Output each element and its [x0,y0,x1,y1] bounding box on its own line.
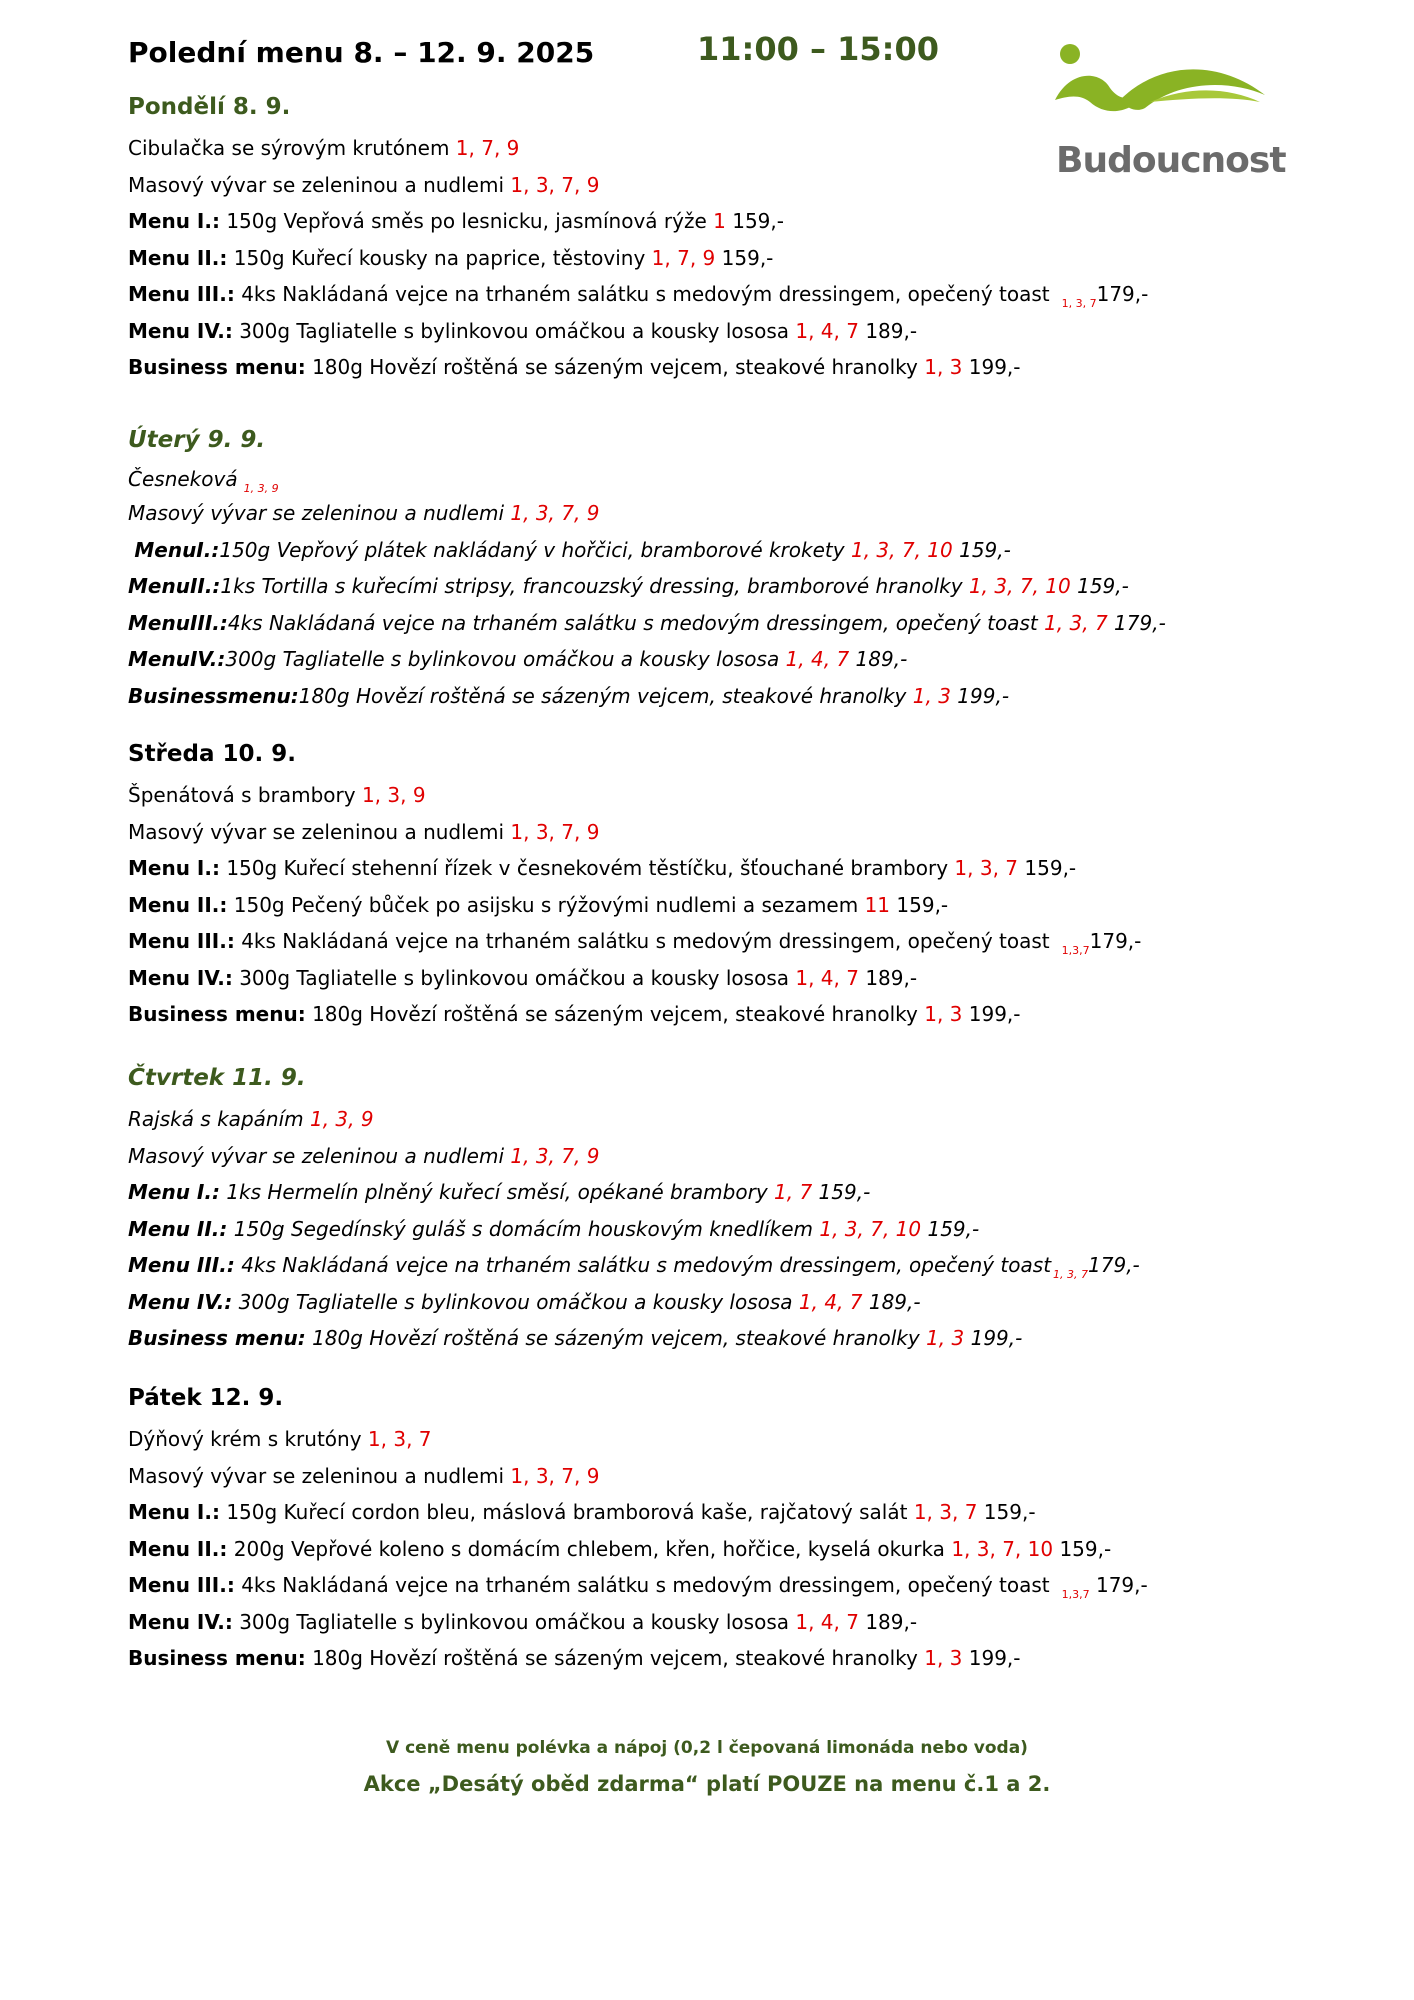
soup-item: Masový vývar se zeleninou a nudlemi 1, 3, 7, 9 [128,1143,600,1168]
menu-item: Business menu: 180g Hovězí roštěná se sázeným vejcem, steakové hranolky 1, 3 199,- [128,355,1021,379]
menu-item: Menu III.: 4ks Nakládaná vejce na trhaném salátku s medovým dressingem, opečený toast $_{1, 3, 7}$179,- [128,1253,1140,1281]
soup-item: Masový vývar se zeleninou a nudlemi 1, 3, 7, 9 [128,501,600,525]
day-title: Středa 10. 9. [128,741,296,767]
menu-item: Menu I.: 1ks Hermelín plněný kuřecí směsí, opékané brambory 1, 7 159,- [128,1180,871,1204]
menu-item: Menu IV.: 300g Tagliatelle s bylinkovou omáčkou a kousky lososa 1, 4, 7 189,- [128,965,918,990]
soup-item: Rajská s kapáním 1, 3, 9 [128,1107,374,1131]
soup-item: Masový vývar se zeleninou a nudlemi 1, 3, 7, 9 [128,172,600,197]
menu-item: Menu II.: 150g Kuřecí kousky na paprice, těstoviny 1, 7, 9 159,- [128,245,774,270]
menu-item: Menu II.: 200g Vepřové koleno s domácím chlebem, křen, hořčice, kyselá okurka 1, 3, 7, 10 159,- [128,1536,1112,1561]
menu-item: MenuI.:150g Vepřový plátek nakládaný v hořčici, bramborové krokety 1, 3, 7, 10 159,- [134,537,1011,562]
menu-item: MenuIV.:300g Tagliatelle s bylinkovou omáčkou a kousky lososa 1, 4, 7 189,- [128,647,908,671]
menu-item: Menu IV.: 300g Tagliatelle s bylinkovou omáčkou a kousky lososa 1, 4, 7 189,- [128,1289,921,1314]
menu-item: MenuII.:1ks Tortilla s kuřecími stripsy, francouzský dressing, bramborové hranolky 1, 3, 7, 10 159,- [128,574,1129,598]
menu-item: Menu II.: 150g Pečený bůček po asijsku s rýžovými nudlemi a sezamem 11 159,- [128,892,949,917]
menu-item: Menu I.: 150g Kuřecí stehenní řízek v česnekovém těstíčku, šťouchané brambory 1, 3, 7 159,- [128,856,1077,880]
soup-item: Masový vývar se zeleninou a nudlemi 1, 3, 7, 9 [128,1463,600,1488]
day-title: Pondělí 8. 9. [128,94,291,120]
opening-hours: 11:00 – 15:00 [697,30,939,68]
day-section-friday [128,1383,1328,1677]
logo-text: Budoucnost [1056,140,1286,181]
price-includes-note: V ceně menu polévka a nápoj (0,2 l čepovaná limonáda nebo voda) [386,1738,1028,1758]
menu-item: MenuIII.:4ks Nakládaná vejce na trhaném salátku s medovým dressingem, opečený toast 1, 3, 7 179,- [128,610,1166,635]
promo-note: Akce „Desátý oběd zdarma“ platí POUZE na menu č.1 a 2. [363,1772,1051,1796]
menu-item: Menu I.: 150g Kuřecí cordon bleu, máslová bramborová kaše, rajčatový salát 1, 3, 7 159,- [128,1500,1036,1524]
page-title: Polední menu 8. – 12. 9. 2025 [128,36,595,69]
day-section-tuesday [128,425,1328,714]
menu-item: Menu III.: 4ks Nakládaná vejce na trhaném salátku s medovým dressingem, opečený toast $_{1, 3, 7}$179,- [128,282,1149,310]
soup-item: Masový vývar se zeleninou a nudlemi 1, 3, 7, 9 [128,819,600,844]
menu-item: Menu I.: 150g Vepřová směs po lesnicku, jasmínová rýže 1 159,- [128,209,784,233]
day-section-thursday [128,1063,1328,1357]
menu-item: Menu III.: 4ks Nakládaná vejce na trhaném salátku s medovým dressingem, opečený toast $_{1,3,7}$179,- [128,929,1142,957]
day-section-monday [128,92,1328,386]
soup-item: Česneková $_{1, 3, 9}$ [128,467,279,495]
menu-item: Menu II.: 150g Segedínský guláš s domácím houskovým knedlíkem 1, 3, 7, 10 159,- [128,1216,980,1241]
day-title: Čtvrtek 11. 9. [128,1065,306,1091]
menu-item: Business menu: 180g Hovězí roštěná se sázeným vejcem, steakové hranolky 1, 3 199,- [128,1646,1021,1670]
soup-item: Špenátová s brambory 1, 3, 9 [128,783,426,807]
day-title: Úterý 9. 9. [128,427,266,453]
menu-item: Menu IV.: 300g Tagliatelle s bylinkovou omáčkou a kousky lososa 1, 4, 7 189,- [128,1609,918,1634]
menu-item: Business menu: 180g Hovězí roštěná se sázeným vejcem, steakové hranolky 1, 3 199,- [128,1326,1023,1350]
day-section-wednesday [128,739,1328,1033]
menu-item: Businessmenu:180g Hovězí roštěná se sázeným vejcem, steakové hranolky 1, 3 199,- [128,683,1010,708]
menu-item: Menu IV.: 300g Tagliatelle s bylinkovou omáčkou a kousky lososa 1, 4, 7 189,- [128,318,918,343]
soup-item: Dýňový krém s krutóny 1, 3, 7 [128,1427,432,1451]
soup-item: Cibulačka se sýrovým krutónem 1, 7, 9 [128,136,520,160]
day-title: Pátek 12. 9. [128,1385,284,1411]
menu-item: Business menu: 180g Hovězí roštěná se sázeným vejcem, steakové hranolky 1, 3 199,- [128,1002,1021,1026]
menu-item: Menu III.: 4ks Nakládaná vejce na trhaném salátku s medovým dressingem, opečený toast $_{1,3,7}$ 179,- [128,1573,1148,1601]
